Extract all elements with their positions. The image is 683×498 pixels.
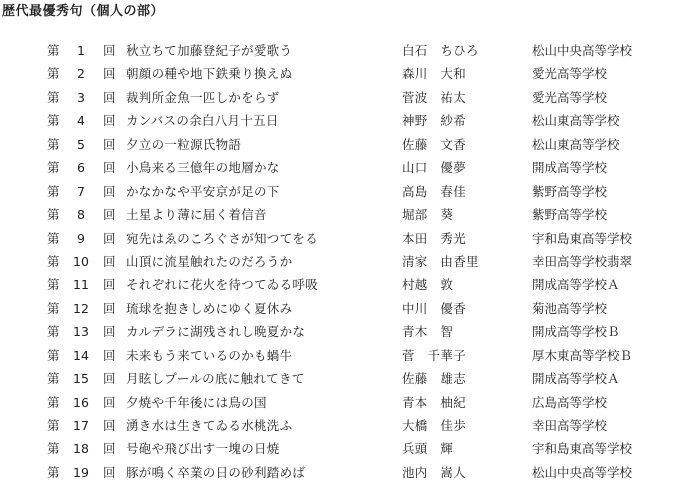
school-name: 紫野高等学校 bbox=[532, 207, 608, 223]
author-name: 菅波 祐太 bbox=[402, 89, 467, 105]
round-number: 12 bbox=[73, 300, 89, 316]
round-prefix: 第 bbox=[47, 43, 60, 58]
round-suffix: 回 bbox=[103, 136, 116, 152]
haiku-text: 号砲や飛び出す一塊の日焼 bbox=[126, 441, 280, 457]
winner-row bbox=[0, 207, 683, 230]
school-name: 愛光高等学校 bbox=[532, 89, 608, 105]
round-number: 8 bbox=[77, 207, 85, 223]
round-prefix: 第 bbox=[47, 136, 60, 152]
round-suffix: 回 bbox=[103, 347, 116, 363]
winner-row bbox=[0, 184, 683, 207]
haiku-text: 月眩しプールの底に触れてきて bbox=[126, 371, 305, 387]
round-prefix: 第 bbox=[47, 418, 60, 433]
winner-row bbox=[0, 324, 683, 347]
author-name: 池内 嵩人 bbox=[402, 464, 467, 480]
school-name: 松山東高等学校 bbox=[532, 136, 620, 152]
round-suffix: 回 bbox=[103, 183, 116, 199]
round-suffix: 回 bbox=[103, 160, 116, 176]
round-number: 7 bbox=[77, 183, 85, 199]
round-number: 11 bbox=[73, 277, 89, 293]
winner-row bbox=[0, 66, 683, 89]
haiku-text: 裁判所金魚一匹しかをらず bbox=[126, 89, 280, 105]
winner-row bbox=[0, 254, 683, 277]
winner-row bbox=[0, 371, 683, 394]
author-name: 山口 優夢 bbox=[402, 160, 467, 176]
round-prefix: 第 bbox=[47, 324, 60, 340]
school-name: 紫野高等学校 bbox=[532, 183, 608, 199]
author-name: 本田 秀光 bbox=[402, 230, 467, 246]
school-name: 開成高等学校Ａ bbox=[532, 277, 620, 293]
round-suffix: 回 bbox=[103, 277, 116, 293]
author-name: 村越 敦 bbox=[402, 277, 454, 293]
round-prefix: 第 bbox=[47, 277, 60, 293]
round-prefix: 第 bbox=[47, 441, 60, 457]
haiku-text: 未来もう来ているのかも蝸牛 bbox=[126, 347, 293, 363]
school-name: 松山中央高等学校 bbox=[532, 464, 633, 480]
round-prefix: 第 bbox=[47, 207, 60, 223]
school-name: 菊池高等学校 bbox=[532, 300, 608, 316]
winner-row bbox=[0, 43, 683, 66]
round-prefix: 第 bbox=[47, 66, 60, 82]
haiku-text: カルデラに湖残されし晩夏かな bbox=[126, 324, 306, 340]
haiku-text: 朝顔の種や地下鉄乗り換えぬ bbox=[126, 66, 293, 82]
haiku-text: かなかなや平安京が足の下 bbox=[126, 183, 280, 199]
round-number: 3 bbox=[77, 89, 85, 105]
author-name: 森川 大和 bbox=[402, 66, 467, 82]
school-name: 幸田高等学校翡翠 bbox=[532, 253, 633, 269]
school-name: 開成高等学校Ｂ bbox=[532, 324, 620, 340]
round-suffix: 回 bbox=[103, 394, 116, 410]
winner-row bbox=[0, 137, 683, 160]
author-name: 神野 紗希 bbox=[402, 113, 467, 129]
round-number: 19 bbox=[73, 464, 89, 480]
school-name: 開成高等学校 bbox=[532, 160, 608, 176]
school-name: 厚木東高等学校Ｂ bbox=[532, 347, 633, 363]
haiku-text: 夕立の一粒源氏物語 bbox=[126, 136, 242, 152]
round-prefix: 第 bbox=[47, 464, 60, 480]
haiku-text: 湧き水は生きてゐる水桃洗ふ bbox=[126, 418, 293, 433]
round-suffix: 回 bbox=[103, 371, 116, 387]
author-name: 中川 優香 bbox=[402, 300, 467, 316]
round-number: 4 bbox=[77, 113, 85, 129]
winner-row bbox=[0, 90, 683, 113]
round-number: 18 bbox=[73, 441, 89, 457]
haiku-text: 夕焼や千年後には鳥の国 bbox=[126, 394, 267, 410]
round-prefix: 第 bbox=[47, 394, 60, 410]
school-name: 宇和島東高等学校 bbox=[532, 230, 633, 246]
round-number: 15 bbox=[73, 371, 89, 387]
author-name: 白石 ちひろ bbox=[402, 43, 479, 58]
winner-row bbox=[0, 418, 683, 441]
winner-row bbox=[0, 160, 683, 183]
round-suffix: 回 bbox=[103, 253, 116, 269]
haiku-text: カンバスの余白八月十五日 bbox=[126, 113, 279, 129]
haiku-text: 山頂に流星触れたのだろうか bbox=[126, 253, 293, 269]
haiku-text: 小鳥来る三億年の地層かな bbox=[126, 160, 280, 176]
round-number: 1 bbox=[77, 43, 85, 58]
round-number: 5 bbox=[77, 136, 85, 152]
winner-row bbox=[0, 465, 683, 488]
round-prefix: 第 bbox=[47, 300, 60, 316]
haiku-text: 秋立ちて加藤登紀子が愛歌う bbox=[126, 43, 293, 58]
round-number: 9 bbox=[77, 230, 85, 246]
winner-row bbox=[0, 348, 683, 371]
author-name: 堀部 葵 bbox=[402, 207, 454, 223]
round-suffix: 回 bbox=[103, 441, 116, 457]
winner-row bbox=[0, 395, 683, 418]
round-suffix: 回 bbox=[103, 113, 116, 129]
author-name: 高島 春佳 bbox=[402, 183, 467, 199]
round-suffix: 回 bbox=[103, 43, 116, 58]
winner-row bbox=[0, 113, 683, 136]
haiku-text: 宛先はゑのころぐさが知つてをる bbox=[126, 230, 319, 246]
round-suffix: 回 bbox=[103, 230, 116, 246]
haiku-text: 土星より薄に届く着信音 bbox=[126, 207, 267, 223]
winner-row bbox=[0, 441, 683, 464]
round-prefix: 第 bbox=[47, 113, 60, 129]
round-prefix: 第 bbox=[47, 347, 60, 363]
school-name: 宇和島東高等学校 bbox=[532, 441, 633, 457]
round-number: 16 bbox=[73, 394, 89, 410]
school-name: 広島高等学校 bbox=[532, 394, 608, 410]
haiku-text: それぞれに花火を待つてゐる呼吸 bbox=[126, 277, 319, 293]
winner-row bbox=[0, 231, 683, 254]
round-prefix: 第 bbox=[47, 160, 60, 176]
round-prefix: 第 bbox=[47, 371, 60, 387]
round-prefix: 第 bbox=[47, 230, 60, 246]
round-number: 14 bbox=[73, 347, 89, 363]
winner-row bbox=[0, 301, 683, 324]
page-title: 歴代最優秀句（個人の部） bbox=[2, 4, 165, 19]
haiku-text: 豚が鳴く卒業の日の砂利踏めば bbox=[126, 464, 306, 480]
school-name: 愛光高等学校 bbox=[532, 66, 608, 82]
author-name: 菅 千華子 bbox=[402, 347, 467, 363]
round-number: 2 bbox=[77, 66, 85, 82]
round-suffix: 回 bbox=[103, 464, 116, 480]
round-suffix: 回 bbox=[103, 89, 116, 105]
round-number: 10 bbox=[73, 253, 89, 269]
round-prefix: 第 bbox=[47, 183, 60, 199]
round-suffix: 回 bbox=[103, 66, 116, 82]
author-name: 兵頭 輝 bbox=[402, 441, 454, 457]
school-name: 開成高等学校Ａ bbox=[532, 371, 620, 387]
author-name: 佐藤 文香 bbox=[402, 136, 467, 152]
round-number: 6 bbox=[77, 160, 85, 176]
school-name: 松山中央高等学校 bbox=[532, 43, 633, 58]
author-name: 青木 智 bbox=[402, 324, 454, 340]
haiku-text: 琉球を抱きしめにゆく夏休み bbox=[126, 300, 293, 316]
author-name: 清家 由香里 bbox=[402, 253, 479, 269]
winner-row bbox=[0, 277, 683, 300]
school-name: 幸田高等学校 bbox=[532, 418, 608, 433]
school-name: 松山東高等学校 bbox=[532, 113, 620, 129]
round-prefix: 第 bbox=[47, 253, 60, 269]
round-suffix: 回 bbox=[103, 207, 116, 223]
round-suffix: 回 bbox=[103, 418, 116, 433]
author-name: 大橋 佳歩 bbox=[402, 418, 467, 433]
author-name: 佐藤 雄志 bbox=[402, 371, 467, 387]
round-number: 17 bbox=[73, 418, 89, 433]
winners-list bbox=[0, 43, 683, 488]
round-suffix: 回 bbox=[103, 300, 116, 316]
round-number: 13 bbox=[73, 324, 89, 340]
round-suffix: 回 bbox=[103, 324, 116, 340]
author-name: 青本 柚紀 bbox=[402, 394, 467, 410]
round-prefix: 第 bbox=[47, 89, 60, 105]
